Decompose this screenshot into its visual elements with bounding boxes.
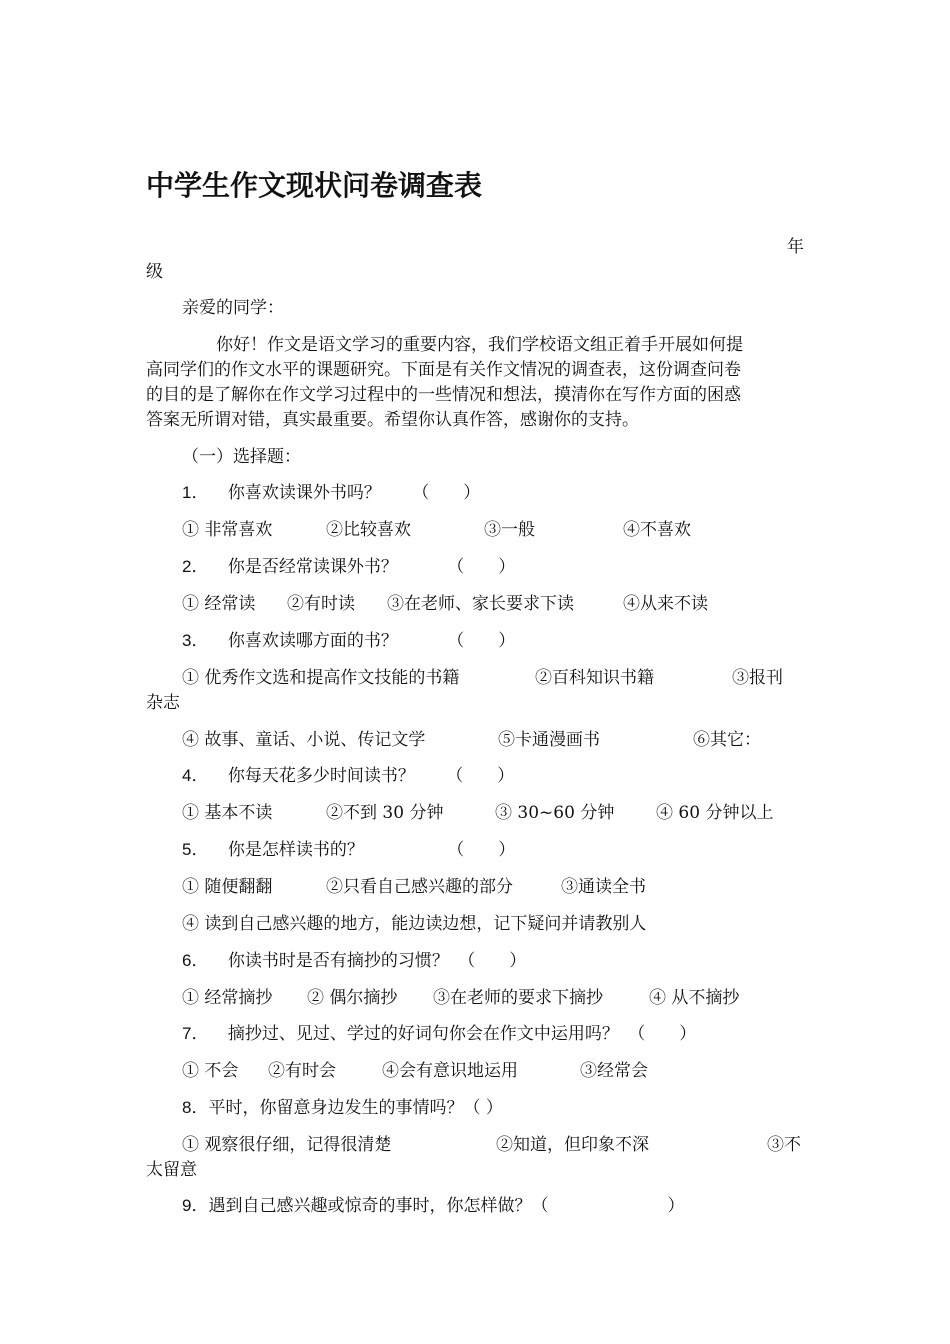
option: ④ 故事、童话、小说、传记文学 — [182, 730, 426, 750]
option: ②知道，但印象不深 — [496, 1135, 649, 1155]
question-number: 5． — [182, 840, 209, 859]
answer-paren: （ ） — [458, 951, 527, 971]
option: ③报刊 — [732, 668, 783, 688]
question-number: 6． — [182, 951, 209, 970]
question-text: 平时，你留意身边发生的事情吗？ — [208, 1098, 464, 1118]
option: ②百科知识书籍 — [535, 668, 654, 688]
question-number: 7． — [182, 1024, 209, 1043]
option: ②有时读 — [287, 594, 355, 614]
option: ⑤卡通漫画书 — [498, 730, 600, 750]
question-number: 9． — [182, 1196, 209, 1215]
intro-line: 你好！作文是语文学习的重要内容，我们学校语文组正着手开展如何提 — [216, 335, 743, 355]
question-1 — [182, 482, 480, 504]
question-text: 你喜欢读哪方面的书？ — [227, 631, 398, 651]
option: ① 优秀作文选和提高作文技能的书籍 — [182, 668, 460, 688]
question-4 — [182, 765, 514, 787]
question-6 — [182, 950, 526, 972]
option: ②有时会 — [268, 1061, 336, 1081]
option: ③一般 — [484, 520, 535, 540]
greeting: 亲爱的同学： — [182, 298, 284, 318]
question-text: 你读书时是否有摘抄的习惯？ — [227, 951, 449, 971]
question-text: 你是怎样读书的？ — [227, 840, 364, 860]
option: ① 随便翻翻 — [182, 877, 273, 897]
option: ② 偶尔摘抄 — [307, 988, 398, 1008]
question-8 — [182, 1097, 503, 1119]
question-number: 1． — [182, 483, 209, 502]
option: ②只看自己感兴趣的部分 — [326, 877, 513, 897]
document-title: 中学生作文现状问卷调查表 — [146, 169, 483, 202]
option: ① 基本不读 — [182, 803, 273, 823]
option: ③ 30~60 分钟 — [495, 803, 615, 823]
intro-line: 高同学们的作文水平的课题研究。下面是有关作文情况的调查表，这份调查问卷 — [146, 360, 741, 380]
option: ① 非常喜欢 — [182, 520, 273, 540]
option: ③在老师的要求下摘抄 — [433, 988, 603, 1008]
question-text: 遇到自己感兴趣或惊奇的事时，你怎样做？ — [208, 1196, 532, 1216]
question-number: 8． — [182, 1098, 209, 1117]
question-text: 你每天花多少时间读书？ — [227, 766, 415, 786]
option: ① 观察很仔细，记得很清楚 — [182, 1135, 392, 1155]
option: ① 不会 — [182, 1061, 239, 1081]
question-text: 摘抄过、见过、学过的好词句你会在作文中运用吗？ — [227, 1024, 619, 1044]
question-7 — [182, 1023, 696, 1045]
answer-paren: （ ） — [412, 483, 481, 503]
answer-paren: （ ） — [447, 557, 516, 577]
question-2 — [182, 556, 515, 578]
intro-line: 答案无所谓对错，真实最重要。希望你认真作答，感谢你的支持。 — [146, 410, 639, 430]
section-label: （一）选择题： — [182, 447, 301, 467]
grade-label-year: 年 — [787, 237, 804, 257]
answer-paren: （ ） — [463, 1098, 503, 1118]
question-number: 3． — [182, 631, 209, 650]
answer-paren: （ ） — [446, 766, 515, 786]
option-continued: 杂志 — [146, 693, 180, 713]
option: ④会有意识地运用 — [382, 1061, 518, 1081]
question-number: 2． — [182, 557, 209, 576]
option: ④ 从不摘抄 — [649, 988, 740, 1008]
option: ②不到 30 分钟 — [326, 803, 444, 823]
option: ③经常会 — [580, 1061, 648, 1081]
option: ③不 — [767, 1135, 801, 1155]
option: ④从来不读 — [623, 594, 708, 614]
answer-paren: （ ） — [447, 631, 516, 651]
option: ③在老师、家长要求下读 — [387, 594, 574, 614]
option: ⑥其它： — [693, 730, 761, 750]
option: ① 经常摘抄 — [182, 988, 273, 1008]
option-continued: 太留意 — [146, 1160, 197, 1180]
option: ④ 60 分钟以上 — [656, 803, 774, 823]
option-long: ④ 读到自己感兴趣的地方，能边读边想，记下疑问并请教别人 — [182, 914, 647, 934]
grade-label-level: 级 — [146, 262, 163, 282]
option: ②比较喜欢 — [326, 520, 411, 540]
question-text: 你是否经常读课外书？ — [227, 557, 398, 577]
option: ③通读全书 — [561, 877, 646, 897]
question-5 — [182, 839, 515, 861]
option: ① 经常读 — [182, 594, 256, 614]
intro-line: 的目的是了解你在作文学习过程中的一些情况和想法，摸清你在写作方面的困惑 — [146, 385, 741, 405]
answer-paren: （ ） — [628, 1024, 697, 1044]
option: ④不喜欢 — [623, 520, 691, 540]
question-number: 4． — [182, 766, 209, 785]
answer-paren: （ ） — [447, 840, 516, 860]
question-text: 你喜欢读课外书吗？ — [227, 483, 381, 503]
question-9 — [182, 1195, 684, 1217]
question-3 — [182, 630, 515, 652]
answer-paren: （ ） — [531, 1196, 685, 1216]
